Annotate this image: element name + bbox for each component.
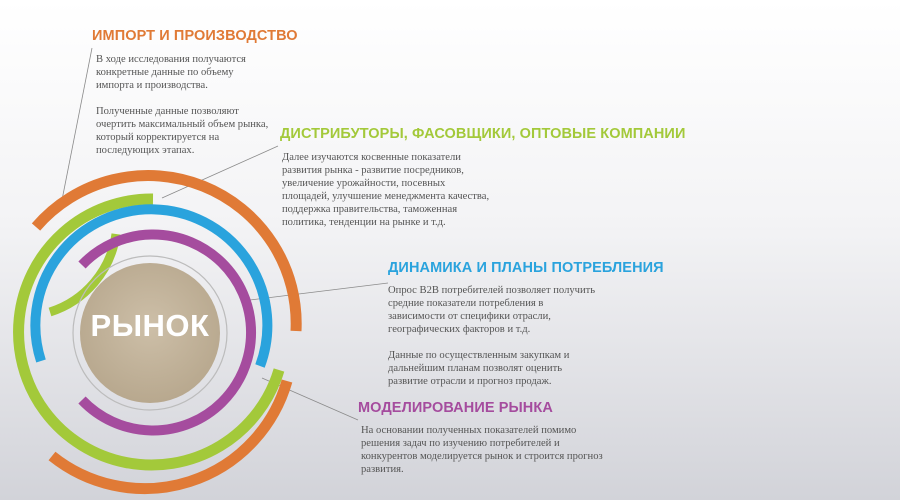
center-label: РЫНОК bbox=[90, 308, 210, 343]
import-heading: ИМПОРТ И ПРОИЗВОДСТВО bbox=[92, 28, 298, 44]
distributors-description bbox=[282, 151, 494, 229]
modeling-paragraph-1: На основании полученных показателей помимо решения задач по изучению потребителей и конкурентов моделируется рынок и строится прогноз развития. bbox=[361, 425, 603, 475]
import-paragraph-1: В ходе исследования получаются конкретные данные по объему импорта и производства. bbox=[96, 54, 246, 91]
leader-line-import bbox=[62, 48, 92, 200]
import-paragraph-2: Полученные данные позволяют очертить максимальный объем рынка, который корректируется на последующих этапах. bbox=[96, 106, 269, 156]
modeling-description bbox=[361, 424, 606, 476]
distributors-paragraph-1: Далее изучаются косвенные показатели развития рынка - развитие посредников, увеличение урожайности, посевных площадей, улучшение менеджмента качества, поддержка правительства, таможенная политика, тенденции на рынке и т.д. bbox=[282, 152, 490, 228]
consumption-paragraph-2: Данные по осуществленным закупкам и дальнейшим планам позволят оценить развитие отрасли и прогноз продаж. bbox=[388, 350, 570, 387]
import-description bbox=[96, 53, 271, 157]
leader-line-consumption bbox=[250, 283, 388, 300]
consumption-description bbox=[388, 284, 602, 388]
modeling-heading: МОДЕЛИРОВАНИЕ РЫНКА bbox=[358, 400, 553, 416]
distributors-heading: ДИСТРИБУТОРЫ, ФАСОВЩИКИ, ОПТОВЫЕ КОМПАНИИ bbox=[280, 126, 686, 142]
consumption-heading: ДИНАМИКА И ПЛАНЫ ПОТРЕБЛЕНИЯ bbox=[388, 260, 664, 276]
consumption-paragraph-1: Опрос B2B потребителей позволяет получить средние показатели потребления в зависимости от специфики отрасли, географических факторов и т.д. bbox=[388, 285, 596, 335]
